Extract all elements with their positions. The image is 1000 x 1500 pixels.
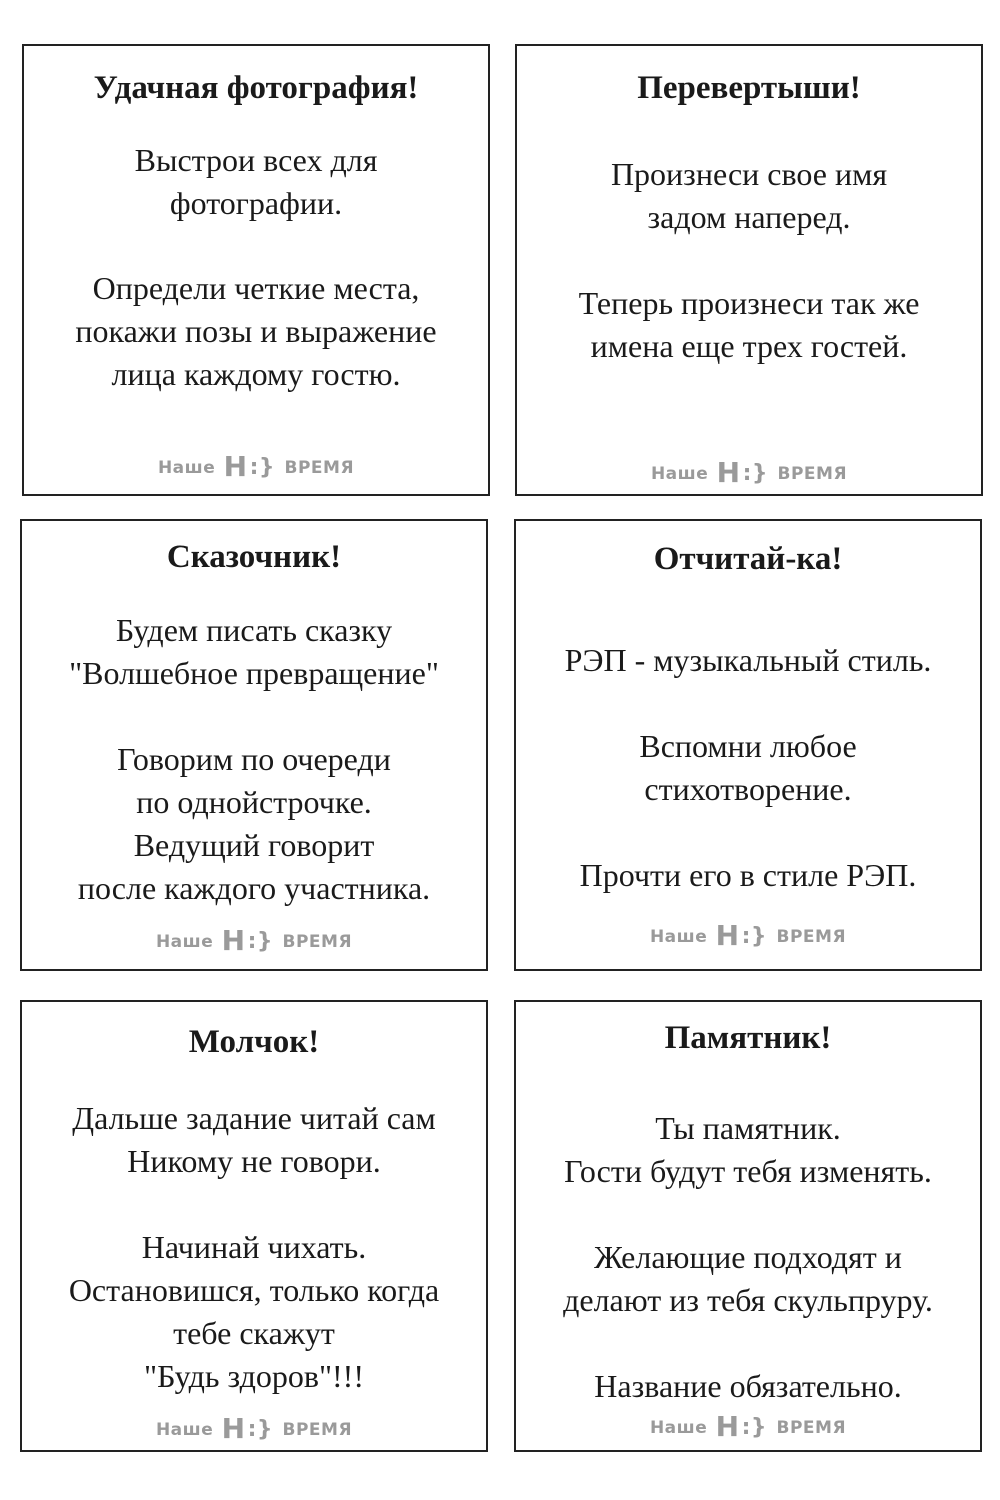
logo-letter: Н: [221, 1412, 246, 1445]
text-line: покажи позы и выражение: [75, 313, 437, 349]
card-paragraph: [24, 139, 488, 225]
text-line: фотографии.: [169, 185, 343, 221]
card-title: Удачная фотография!: [93, 70, 419, 106]
card-paragraph: [517, 153, 981, 239]
text-line: делают из тебя скульпруру.: [563, 1282, 933, 1318]
card-title: Перевертыши!: [637, 70, 861, 106]
task-card-rap: [514, 519, 982, 971]
card-body: [22, 609, 486, 910]
card-body: [516, 639, 980, 897]
text-line: Остановишся, только когда: [68, 1272, 440, 1308]
logo-letter: Н: [223, 450, 248, 483]
logo-suffix: ВРЕМЯ: [284, 458, 355, 478]
text-line: "Волшебное превращение": [69, 655, 439, 691]
logo-prefix: Наше: [649, 927, 708, 947]
card-body: [516, 1107, 980, 1408]
brand-logo: [516, 1412, 980, 1443]
task-card-silence: [20, 1000, 488, 1452]
brand-logo: [517, 458, 981, 489]
text-line: Желающие подходят и: [594, 1239, 902, 1275]
card-title: Отчитай-ка!: [653, 541, 843, 577]
brand-logo: [22, 926, 486, 957]
card-paragraph: [516, 1107, 980, 1193]
card-paragraph: [516, 1236, 980, 1322]
text-line: Вспомни любое: [639, 728, 857, 764]
text-line: имена еще трех гостей.: [590, 328, 908, 364]
logo-prefix: Наше: [157, 458, 216, 478]
text-line: Название обязательно.: [594, 1368, 902, 1404]
text-line: Ведущий говорит: [133, 827, 375, 863]
text-line: по однойстрочке.: [136, 784, 372, 820]
logo-suffix: ВРЕМЯ: [776, 1418, 847, 1438]
text-line: Ты памятник.: [655, 1110, 841, 1146]
text-line: Начинай чихать.: [141, 1229, 367, 1265]
text-line: Говорим по очереди: [117, 741, 391, 777]
text-line: Дальше задание читай сам: [72, 1100, 436, 1136]
card-title: Сказочник!: [166, 539, 342, 575]
logo-suffix: ВРЕМЯ: [282, 932, 353, 952]
text-line: Никому не говори.: [127, 1143, 381, 1179]
task-card-reverse: [515, 44, 983, 496]
logo-prefix: Наше: [649, 1418, 708, 1438]
text-line: Произнеси свое имя: [610, 156, 888, 192]
logo-prefix: Наше: [650, 464, 709, 484]
text-line: лица каждому гостю.: [111, 356, 401, 392]
logo-smile-icon: :}: [742, 461, 769, 486]
logo-suffix: ВРЕМЯ: [777, 464, 848, 484]
text-line: после каждого участника.: [77, 870, 431, 906]
card-paragraph: [516, 854, 980, 897]
task-card-photo: [22, 44, 490, 496]
brand-logo: [24, 452, 488, 483]
card-paragraph: [22, 738, 486, 910]
text-line: задом наперед.: [647, 199, 851, 235]
card-paragraph: [517, 282, 981, 368]
logo-letter: Н: [221, 924, 246, 957]
text-line: Определи четкие места,: [92, 270, 420, 306]
text-line: стихотворение.: [644, 771, 852, 807]
task-card-storyteller: [20, 519, 488, 971]
card-paragraph: [516, 725, 980, 811]
brand-logo: [22, 1414, 486, 1445]
card-body: [517, 153, 981, 368]
logo-suffix: ВРЕМЯ: [282, 1420, 353, 1440]
logo-suffix: ВРЕМЯ: [776, 927, 847, 947]
text-line: "Будь здоров"!!!: [144, 1358, 364, 1394]
text-line: Прочти его в стиле РЭП.: [579, 857, 917, 893]
logo-letter: Н: [715, 919, 740, 952]
logo-smile-icon: :}: [247, 1417, 274, 1442]
card-paragraph: [516, 1365, 980, 1408]
card-title: Памятник!: [664, 1020, 832, 1056]
card-paragraph: [516, 639, 980, 682]
text-line: Будем писать сказку: [115, 612, 393, 648]
task-card-monument: [514, 1000, 982, 1452]
logo-smile-icon: :}: [249, 455, 276, 480]
text-line: РЭП - музыкальный стиль.: [564, 642, 932, 678]
brand-logo: [516, 921, 980, 952]
text-line: Гости будут тебя изменять.: [564, 1153, 932, 1189]
logo-letter: Н: [715, 1410, 740, 1443]
logo-prefix: Наше: [155, 1420, 214, 1440]
card-paragraph: [22, 609, 486, 695]
card-paragraph: [22, 1097, 486, 1183]
logo-smile-icon: :}: [741, 924, 768, 949]
text-line: Выстрои всех для: [134, 142, 378, 178]
text-line: тебе скажут: [173, 1315, 335, 1351]
logo-letter: Н: [716, 456, 741, 489]
logo-smile-icon: :}: [741, 1415, 768, 1440]
logo-prefix: Наше: [155, 932, 214, 952]
card-body: [24, 139, 488, 396]
card-paragraph: [22, 1226, 486, 1398]
card-title: Молчок!: [188, 1024, 320, 1060]
card-body: [22, 1097, 486, 1398]
text-line: Теперь произнеси так же: [578, 285, 920, 321]
card-paragraph: [24, 267, 488, 396]
logo-smile-icon: :}: [247, 929, 274, 954]
